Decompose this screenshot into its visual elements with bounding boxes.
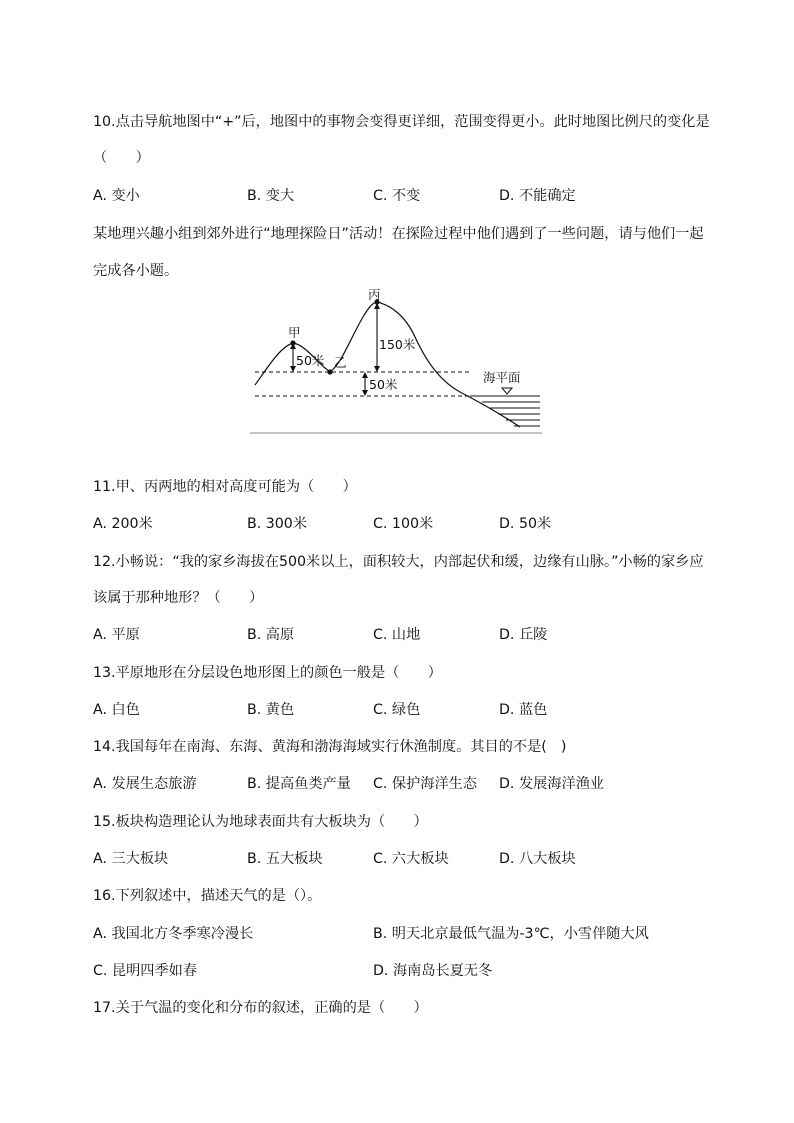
q16-stem: 16.下列叙述中，描述天气的是（）。	[93, 888, 322, 904]
q15-option-b: B. 五大板块	[247, 851, 323, 867]
q14-option-d: D. 发展海洋渔业	[499, 776, 605, 792]
terrain-outline	[255, 302, 520, 427]
label-sea-level: 海平面	[483, 370, 521, 385]
q10-option-a: A. 变小	[93, 188, 140, 204]
label-50m-upper: 50米	[296, 353, 325, 368]
q10-option-b: B. 变大	[247, 188, 295, 204]
q13-option-a: A. 白色	[93, 702, 140, 718]
q15-option-c: C. 六大板块	[373, 851, 449, 867]
q14-option-c: C. 保护海洋生态	[373, 776, 478, 792]
q17-stem: 17.关于气温的变化和分布的叙述，正确的是（ ）	[93, 1000, 428, 1016]
q10-option-d: D. 不能确定	[499, 188, 576, 204]
q12-option-a: A. 平原	[93, 627, 140, 643]
sea-level-marker	[502, 388, 512, 394]
label-50m-lower: 50米	[369, 377, 398, 392]
q11-stem: 11.甲、丙两地的相对高度可能为（ ）	[93, 479, 357, 495]
q16-option-d: D. 海南岛长夏无冬	[373, 963, 493, 979]
q15-stem: 15.板块构造理论认为地球表面共有大板块为（ ）	[93, 814, 428, 830]
q16-option-b: B. 明天北京最低气温为-3℃，小雪伴随大风	[373, 926, 649, 942]
q14-option-b: B. 提高鱼类产量	[247, 776, 351, 792]
q15-option-a: A. 三大板块	[93, 851, 169, 867]
intro-line-1: 某地理兴趣小组到郊外进行“地理探险日”活动！在探险过程中他们遇到了一些问题，请与他们一起	[93, 226, 704, 242]
label-150m: 150米	[379, 337, 416, 352]
q13-stem: 13.平原地形在分层设色地形图上的颜色一般是（ ）	[93, 665, 442, 681]
q12-stem-line-1: 12.小畅说：“我的家乡海拔在500米以上，面积较大，内部起伏和缓，边缘有山脉。”小畅的家乡应	[93, 554, 704, 570]
q11-option-d: D. 50米	[499, 516, 552, 532]
terrain-profile-figure	[250, 287, 550, 437]
intro-line-2: 完成各小题。	[93, 263, 179, 279]
label-jia: 甲	[288, 325, 301, 340]
q12-option-d: D. 丘陵	[499, 627, 548, 643]
label-bing: 丙	[368, 287, 381, 302]
q10-stem: 10.点击导航地图中“+”后，地图中的事物会变得更详细，范围变得更小。此时地图比例尺的变化是	[93, 114, 710, 130]
q14-option-a: A. 发展生态旅游	[93, 776, 197, 792]
point-yi	[327, 369, 332, 374]
q13-option-c: C. 绿色	[373, 702, 421, 718]
q13-option-b: B. 黄色	[247, 702, 295, 718]
q10-paren: （ ）	[93, 150, 150, 166]
q10-option-c: C. 不变	[373, 188, 421, 204]
q13-option-d: D. 蓝色	[499, 702, 548, 718]
q11-option-b: B. 300米	[247, 516, 308, 532]
q14-stem: 14.我国每年在南海、东海、黄海和渤海海域实行休渔制度。其目的不是( )	[93, 739, 567, 755]
q12-option-b: B. 高原	[247, 627, 295, 643]
q16-option-c: C. 昆明四季如春	[93, 963, 198, 979]
q11-option-c: C. 100米	[373, 516, 434, 532]
label-yi: 乙	[334, 355, 347, 370]
q15-option-d: D. 八大板块	[499, 851, 576, 867]
q12-stem-line-2: 该属于那种地形？（ ）	[93, 590, 264, 606]
q11-option-a: A. 200米	[93, 516, 153, 532]
q12-option-c: C. 山地	[373, 627, 421, 643]
q16-option-a: A. 我国北方冬季寒冷漫长	[93, 926, 254, 942]
